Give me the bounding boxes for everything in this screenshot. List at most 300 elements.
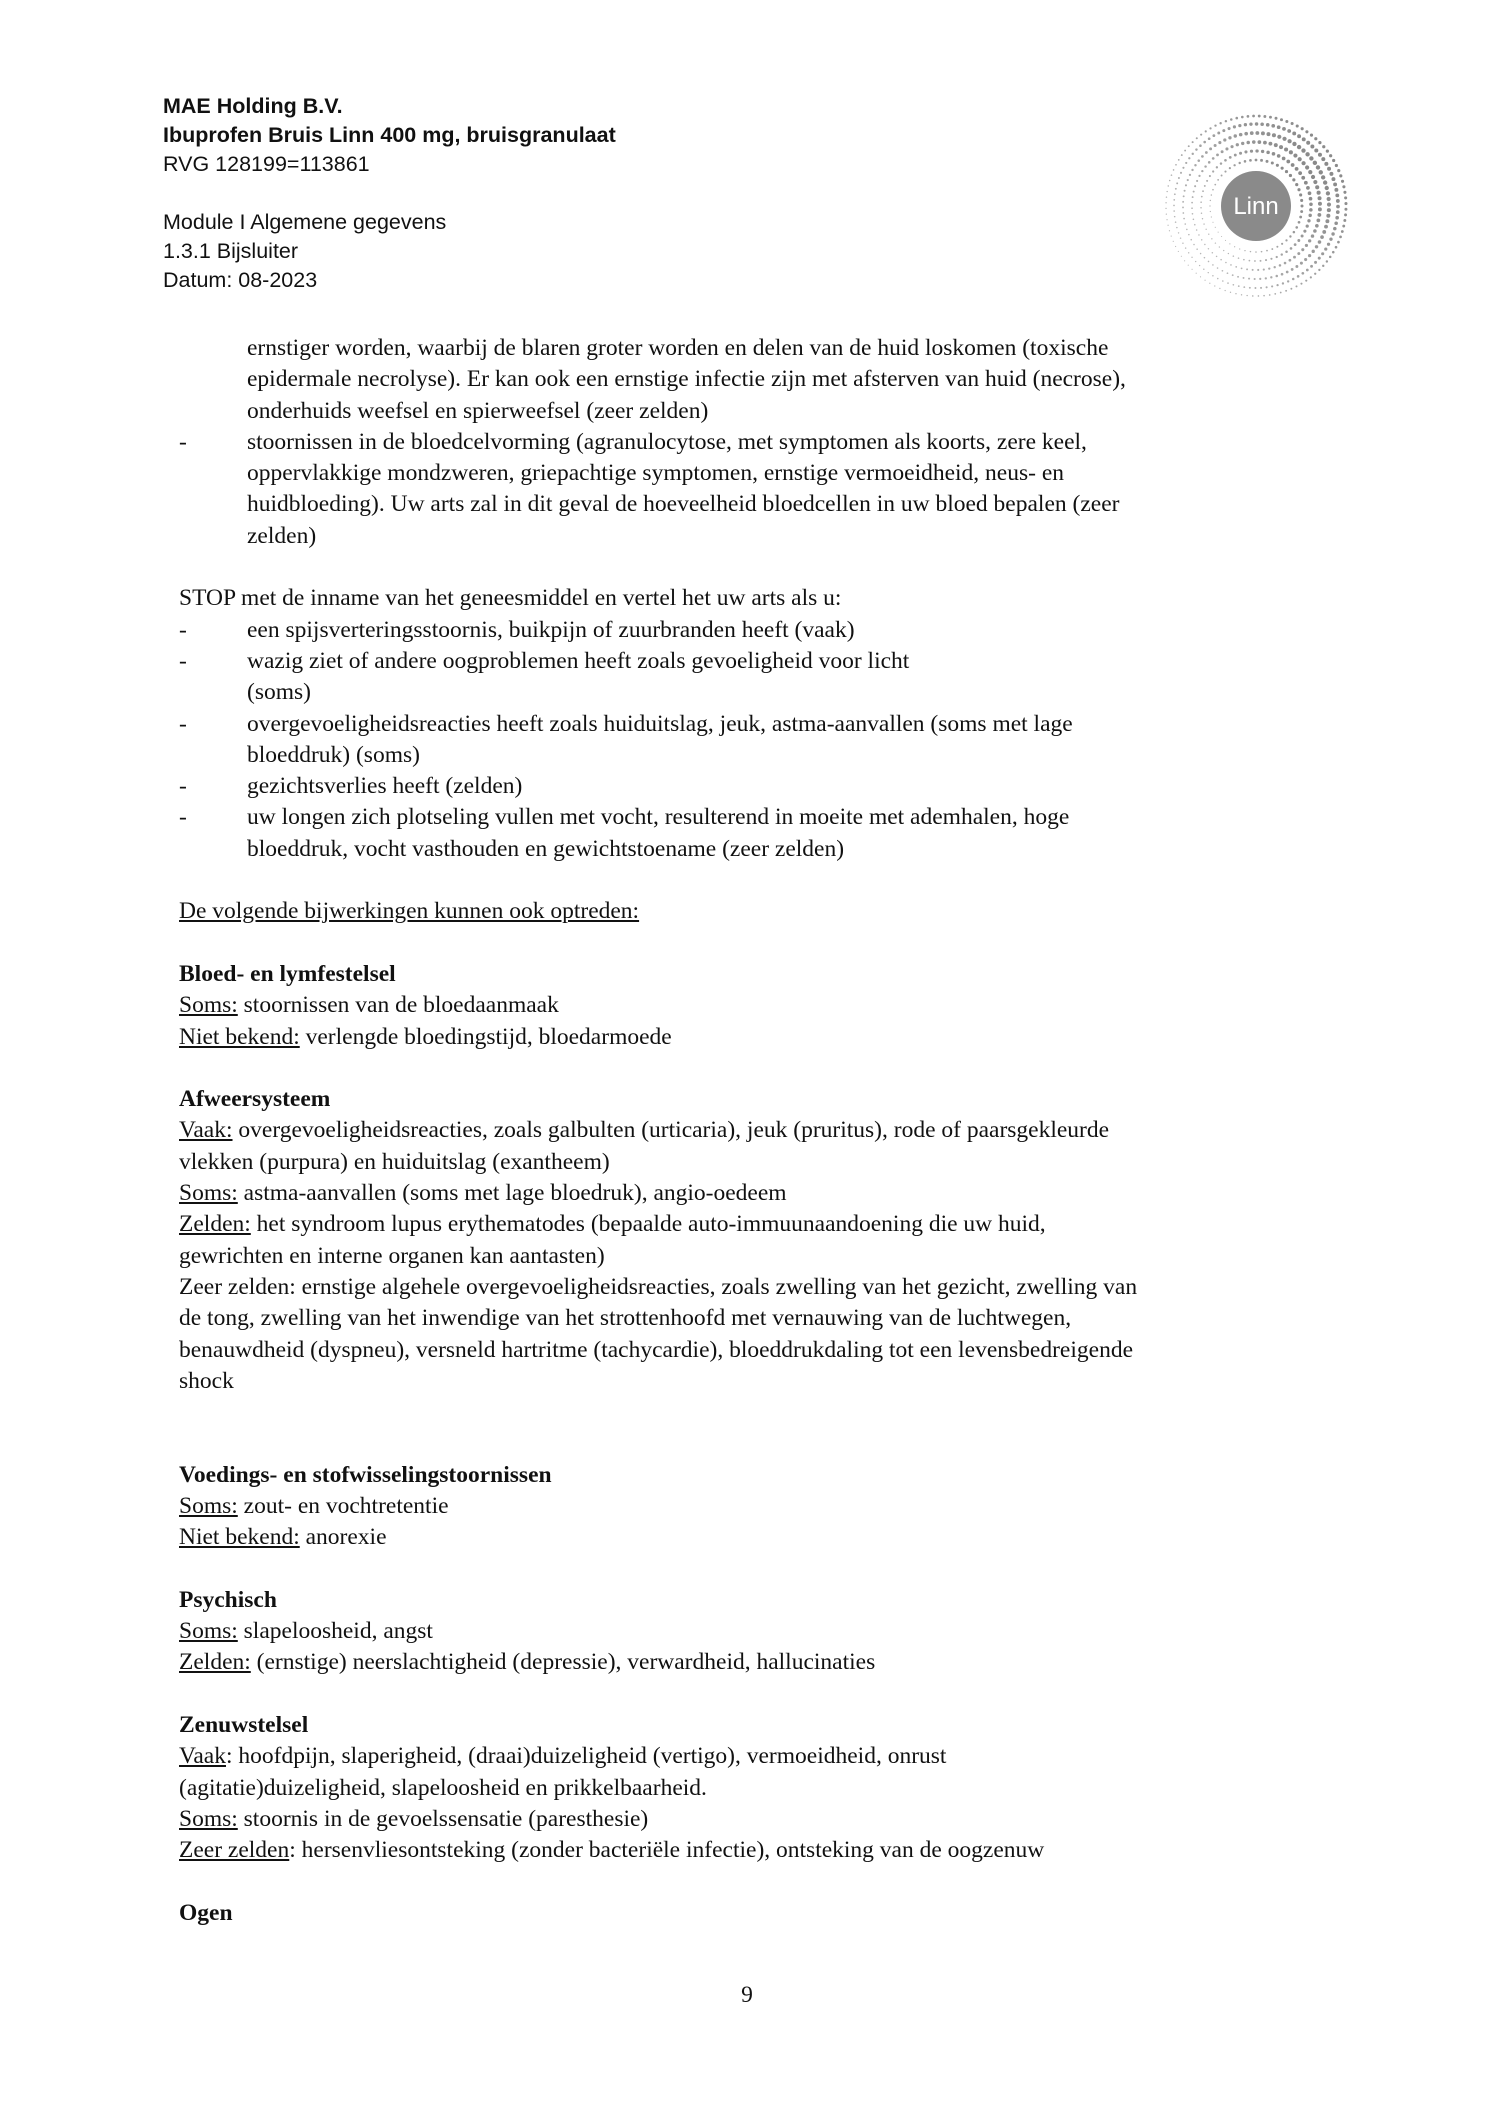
logo-dot <box>1321 157 1325 161</box>
logo-dot <box>1293 256 1296 259</box>
logo-dot <box>1266 286 1268 288</box>
logo-dot <box>1205 151 1208 154</box>
logo-dot <box>1304 181 1308 185</box>
logo-dot <box>1222 280 1224 282</box>
logo-dot <box>1246 268 1248 270</box>
logo-dot <box>1341 230 1344 233</box>
logo-dot <box>1309 156 1313 160</box>
logo-dot <box>1295 226 1298 229</box>
logo-dot <box>1195 261 1196 262</box>
logo-dot <box>1313 161 1317 165</box>
logo-dot <box>1212 189 1214 191</box>
logo-dot <box>1324 225 1328 229</box>
frequency-text: overgevoeligheidsreacties, zoals galbulten (urticaria), jeuk (pruritus), rode of paarsgekleurde <box>232 1117 1110 1144</box>
logo-dot <box>1326 260 1328 262</box>
logo-dot <box>1313 180 1317 184</box>
logo-dot <box>1175 188 1177 190</box>
logo-dot <box>1192 153 1194 155</box>
logo-dot <box>1301 272 1304 275</box>
logo-dot <box>1210 211 1211 212</box>
logo-dot <box>1299 193 1302 196</box>
logo-dot <box>1173 199 1175 201</box>
logo-dot <box>1335 193 1339 197</box>
logo-dot <box>1237 276 1239 278</box>
logo-dot <box>1182 201 1184 203</box>
frequency-label: Zeer zelden <box>179 1837 290 1864</box>
logo-dot <box>1296 124 1299 127</box>
logo-dot <box>1284 262 1287 265</box>
logo-dot <box>1233 255 1235 256</box>
list-item <box>179 615 1359 646</box>
logo-dot <box>1269 294 1271 296</box>
text-line: (soms) <box>247 679 311 706</box>
logo-dot <box>1252 140 1256 144</box>
logo-dot <box>1191 169 1193 171</box>
logo-dot <box>1216 153 1219 156</box>
logo-dot <box>1243 277 1245 279</box>
logo-text: Linn <box>1233 193 1279 220</box>
logo-dot <box>1233 164 1235 166</box>
logo-dot <box>1243 259 1245 261</box>
logo-dot <box>1238 162 1240 164</box>
logo-dot <box>1277 135 1281 139</box>
text-line: gewrichten en interne organen kan aantasten) <box>179 1242 605 1269</box>
logo-dot <box>1248 278 1250 280</box>
logo-dot <box>1291 268 1294 271</box>
following-effects-heading: De volgende bijwerkingen kunnen ook optreden: <box>179 898 640 925</box>
logo-dot <box>1344 208 1347 211</box>
logo-dot <box>1301 248 1304 251</box>
logo-dot <box>1205 130 1207 132</box>
logo-dot <box>1274 293 1276 295</box>
logo-dot <box>1308 239 1311 242</box>
logo-dot <box>1178 177 1180 179</box>
logo-dot <box>1184 260 1185 261</box>
logo-dot <box>1227 282 1229 284</box>
section-heading: Bloed- en lymfestelsel <box>179 960 396 987</box>
logo-dot <box>1274 266 1276 268</box>
logo-dot <box>1298 171 1302 175</box>
logo-dot <box>1327 197 1331 201</box>
text-line: huidbloeding). Uw arts zal in dit geval de hoeveelheid bloedcellen in uw bloed bepalen (zeer <box>247 491 1120 518</box>
logo-dot <box>1297 275 1300 278</box>
frequency-line <box>179 1835 1359 1866</box>
logo-dot <box>1173 241 1174 242</box>
logo-dot <box>1249 260 1251 262</box>
logo-dot <box>1324 247 1327 250</box>
logo-dot <box>1280 118 1283 121</box>
text-line: benauwdheid (dyspneu), versneld hartritme (tachycardie), bloeddrukdaling tot een levensbedreigende <box>179 1336 1133 1363</box>
leaflet-body <box>179 333 1359 1929</box>
logo-dot <box>1216 256 1218 258</box>
logo-dot <box>1166 219 1167 220</box>
logo-dot <box>1167 225 1168 226</box>
logo-dot <box>1218 232 1219 233</box>
logo-dot <box>1227 272 1229 274</box>
logo-dot <box>1260 122 1264 126</box>
logo-dot <box>1235 117 1238 120</box>
logo-dot <box>1193 191 1195 193</box>
logo-dot <box>1297 134 1301 138</box>
frequency-text: stoornissen van de bloedaanmaak <box>237 992 559 1019</box>
logo-dot <box>1254 287 1256 289</box>
list-dash: - <box>179 804 187 831</box>
logo-dot <box>1326 214 1330 218</box>
logo-dot <box>1301 205 1304 208</box>
logo-dot <box>1165 202 1166 203</box>
logo-dot <box>1327 208 1331 212</box>
logo-dot <box>1314 148 1318 152</box>
logo-dot <box>1337 169 1340 172</box>
logo-dot <box>1341 180 1344 183</box>
logo-dot <box>1204 185 1206 187</box>
logo-dot <box>1298 221 1301 224</box>
frequency-label: Soms: <box>179 1805 238 1832</box>
logo-dot <box>1287 139 1291 143</box>
logo-dot <box>1282 137 1286 141</box>
continued-item <box>179 333 1359 427</box>
list-dash: - <box>179 773 187 800</box>
logo-dot <box>1166 191 1167 192</box>
logo-dot <box>1212 157 1215 160</box>
company-name: MAE Holding B.V. <box>163 94 343 118</box>
logo-dot <box>1268 267 1270 269</box>
logo-dot <box>1241 142 1244 145</box>
logo-dot <box>1222 270 1224 272</box>
logo-dot <box>1301 127 1304 130</box>
frequency-text: stoornis in de gevoelssensatie (paresthesie) <box>237 1805 649 1832</box>
logo-dot <box>1324 162 1328 166</box>
logo-dot <box>1326 150 1329 153</box>
logo-dot <box>1263 141 1267 145</box>
logo-dot <box>1258 115 1261 118</box>
logo-dot <box>1178 232 1179 233</box>
list-item <box>179 771 1359 802</box>
logo-dot <box>1281 243 1283 245</box>
logo-dot <box>1254 278 1256 280</box>
logo-dot <box>1305 152 1309 156</box>
logo-dot <box>1185 184 1187 186</box>
logo-dot <box>1275 117 1278 120</box>
logo-dot <box>1166 213 1167 214</box>
logo-dot <box>1308 191 1312 195</box>
logo-dot <box>1342 225 1345 228</box>
logo-dot <box>1270 276 1272 278</box>
logo-dot <box>1184 190 1186 192</box>
logo-dot <box>1297 188 1300 191</box>
logo-dot <box>1243 286 1245 288</box>
logo-dot <box>1169 180 1171 182</box>
logo-dot <box>1322 145 1325 148</box>
logo-dot <box>1290 288 1292 290</box>
logo-dot <box>1212 170 1214 172</box>
logo-dot <box>1169 230 1170 231</box>
logo-dot <box>1191 207 1193 209</box>
logo-dot <box>1339 235 1342 238</box>
logo-dot <box>1212 275 1214 277</box>
logo-dot <box>1339 174 1342 177</box>
frequency-text: : hersenvliesontsteking (zonder bacteriële infectie), ontsteking van de oogzenuw <box>289 1837 1045 1864</box>
logo-dot <box>1306 141 1310 145</box>
logo-dot <box>1316 165 1320 169</box>
logo-dot <box>1209 283 1210 284</box>
logo-dot <box>1327 243 1330 246</box>
logo-dot <box>1301 234 1304 237</box>
logo-dot <box>1287 129 1291 133</box>
logo-dot <box>1246 141 1250 145</box>
logo-dot <box>1188 252 1189 253</box>
logo-dot <box>1230 118 1233 121</box>
logo-dot <box>1229 167 1231 169</box>
frequency-text: astma-aanvallen (soms met lage bloedruk), angio-oedeem <box>237 1180 787 1207</box>
text-line: shock <box>179 1367 234 1394</box>
text-line: stoornissen in de bloedcelvorming (agranulocytose, met symptomen als koorts, zere keel, <box>247 428 1087 455</box>
frequency-line <box>179 1647 1359 1678</box>
logo-dot <box>1200 134 1202 136</box>
logo-dot <box>1187 179 1189 181</box>
logo-dot <box>1318 141 1321 144</box>
text-line: onderhuids weefsel en spierweefsel (zeer zelden) <box>247 397 709 424</box>
logo-dot <box>1261 131 1265 135</box>
logo-dot <box>1260 287 1262 289</box>
logo-dot <box>1312 250 1315 253</box>
text-line: oppervlakkige mondzweren, griepachtige symptomen, ernstige vermoeidheid, neus- en <box>247 460 1065 487</box>
logo-dot <box>1318 269 1320 271</box>
frequency-line <box>179 1209 1359 1240</box>
logo-dot <box>1214 124 1216 126</box>
logo-dot <box>1229 156 1232 159</box>
frequency-text: : hoofdpijn, slaperigheid, (draai)duizeligheid (vertigo), vermoeidheid, onrust <box>225 1743 947 1770</box>
logo-dot <box>1259 278 1261 280</box>
logo-dot <box>1332 159 1335 162</box>
logo-dot <box>1202 190 1204 192</box>
logo-dot <box>1223 138 1226 141</box>
logo-dot <box>1281 167 1284 170</box>
logo-dot <box>1282 157 1286 161</box>
logo-dot <box>1241 116 1244 119</box>
text-line: de tong, zwelling van het inwendige van het strottenhoofd met vernauwing van de luchtwegen, <box>179 1305 1072 1332</box>
list-item <box>179 646 1359 709</box>
logo-dot <box>1234 134 1237 137</box>
logo-dot <box>1215 227 1216 228</box>
logo-dot <box>1193 218 1195 220</box>
logo-dot <box>1318 207 1322 211</box>
logo-dot <box>1200 201 1202 203</box>
logo-dot <box>1250 251 1251 252</box>
list-dash: - <box>179 616 187 643</box>
logo-dot <box>1192 213 1194 215</box>
logo-dot <box>1208 137 1211 140</box>
logo-dot <box>1265 277 1267 279</box>
stop-intro: STOP met de inname van het geneesmiddel en vertel het uw arts als u: <box>179 585 842 612</box>
logo-dot <box>1310 144 1314 148</box>
logo-dot <box>1233 125 1236 128</box>
text-line: gezichtsverlies heeft (zelden) <box>247 773 523 800</box>
logo-dot <box>1333 227 1337 231</box>
text-line: vlekken (purpura) en huiduitslag (exantheem) <box>179 1148 610 1175</box>
logo-dot <box>1171 236 1172 237</box>
logo-dot <box>1323 180 1327 184</box>
logo-dot <box>1315 245 1318 248</box>
logo-dot <box>1286 271 1289 274</box>
logo-dot <box>1276 164 1279 167</box>
logo-dot <box>1314 273 1316 275</box>
logo-dot <box>1252 115 1255 118</box>
logo-dot <box>1174 216 1176 218</box>
logo-dot <box>1282 127 1286 131</box>
frequency-line <box>179 1616 1359 1647</box>
logo-dot <box>1225 120 1227 122</box>
logo-dot <box>1215 242 1216 243</box>
logo-dot <box>1276 246 1278 248</box>
logo-dot <box>1244 132 1248 136</box>
frequency-line <box>179 1804 1359 1835</box>
logo-dot <box>1178 251 1179 252</box>
page-number: 9 <box>741 1982 753 2008</box>
logo-dot <box>1212 264 1214 266</box>
rvg-number: RVG 128199=113861 <box>163 152 370 176</box>
frequency-label: Vaak <box>179 1743 226 1770</box>
logo-dot <box>1230 264 1232 266</box>
logo-dot <box>1313 229 1317 233</box>
logo-dot <box>1239 133 1243 137</box>
logo-dot <box>1184 150 1186 152</box>
logo-dot <box>1318 257 1321 260</box>
logo-dot <box>1203 223 1204 224</box>
logo-dot <box>1301 176 1305 180</box>
logo-dot <box>1192 196 1194 198</box>
logo-dot <box>1322 230 1326 234</box>
logo-dot <box>1295 265 1298 268</box>
logo-dot <box>1297 145 1301 149</box>
frequency-text: (ernstige) neerslachtigheid (depressie), verwardheid, hallucinaties <box>250 1649 876 1676</box>
logo-dot <box>1188 157 1190 159</box>
logo-dot <box>1192 269 1193 270</box>
logo-dot <box>1291 122 1294 125</box>
logo-dot <box>1216 166 1218 168</box>
logo-dot <box>1180 237 1181 238</box>
text-line: (agitatie)duizeligheid, slapeloosheid en prikkelbaarheid. <box>179 1774 707 1801</box>
logo-dot <box>1329 238 1332 241</box>
logo-dot <box>1208 248 1209 249</box>
logo-dot <box>1300 262 1303 265</box>
frequency-line <box>179 1022 1359 1053</box>
logo-dot <box>1208 161 1211 164</box>
logo-dot <box>1176 227 1177 228</box>
logo-dot <box>1249 287 1251 289</box>
logo-dot <box>1252 269 1254 271</box>
logo-dot <box>1250 131 1254 135</box>
logo-dot <box>1185 162 1187 164</box>
logo-dot <box>1282 282 1284 284</box>
logo-dot <box>1292 178 1295 181</box>
logo-dot <box>1208 234 1209 235</box>
logo-dot <box>1244 250 1245 251</box>
logo-dot <box>1300 283 1302 285</box>
logo-dot <box>1269 116 1272 119</box>
list-item <box>179 427 1359 552</box>
logo-dot <box>1266 123 1270 127</box>
logo-dot <box>1275 275 1278 278</box>
logo-dot <box>1272 152 1276 156</box>
logo-dot <box>1257 269 1259 271</box>
logo-dot <box>1168 185 1169 186</box>
logo-dot <box>1311 175 1315 179</box>
logo-dot <box>1224 290 1225 291</box>
logo-dot <box>1290 247 1293 250</box>
logo-dot <box>1266 250 1268 252</box>
logo-dot <box>1225 147 1228 150</box>
logo-dot <box>1218 141 1221 144</box>
logo-dot <box>1221 175 1223 177</box>
logo-dot <box>1196 137 1198 139</box>
logo-dot <box>1209 175 1211 177</box>
logo-dot <box>1211 216 1212 217</box>
logo-dot <box>1188 234 1190 236</box>
logo-dot <box>1336 199 1340 203</box>
logo-dot <box>1175 221 1177 223</box>
logo-dot <box>1244 150 1247 153</box>
logo-dot <box>1327 202 1331 206</box>
logo-dot <box>1224 159 1227 162</box>
logo-dot <box>1308 214 1311 217</box>
logo-dot <box>1212 134 1215 137</box>
logo-dot <box>1219 122 1221 124</box>
logo-dot <box>1315 185 1319 189</box>
frequency-text: het syndroom lupus erythematodes (bepaalde auto-immuunaandoening die uw huid, <box>250 1211 1046 1238</box>
logo-dot <box>1293 231 1296 234</box>
logo-dot <box>1306 186 1310 190</box>
logo-dot <box>1174 193 1176 195</box>
logo-dot <box>1199 265 1200 266</box>
logo-dot <box>1311 234 1314 237</box>
logo-dot <box>1274 143 1278 147</box>
logo-dot <box>1344 202 1347 205</box>
logo-dot <box>1321 252 1324 255</box>
logo-dot <box>1265 259 1267 261</box>
logo-dot <box>1200 253 1202 255</box>
logo-dot <box>1263 295 1265 297</box>
logo-dot <box>1209 205 1210 206</box>
logo-dot <box>1336 210 1340 214</box>
logo-dot <box>1285 290 1287 292</box>
logo-dot <box>1233 284 1235 286</box>
logo-dot <box>1194 224 1196 226</box>
logo-dot <box>1217 267 1219 269</box>
document-date: Datum: 08-2023 <box>163 268 318 292</box>
text-line: overgevoeligheidsreacties heeft zoals huiduitslag, jeuk, astma-aanvallen (soms met lage <box>247 710 1073 737</box>
logo-dot <box>1302 137 1306 141</box>
logo-dot <box>1214 285 1215 286</box>
logo-dot <box>1202 218 1203 219</box>
logo-dot <box>1239 248 1240 249</box>
document-header <box>163 92 616 295</box>
text-line: ernstiger worden, waarbij de blaren groter worden en delen van de huid loskomen (toxische <box>247 335 1109 361</box>
logo-dot <box>1258 295 1260 297</box>
logo-dot <box>1344 213 1347 216</box>
logo-dot <box>1239 152 1242 155</box>
linn-logo <box>1160 110 1352 302</box>
logo-dot <box>1190 239 1192 241</box>
logo-dot <box>1255 122 1258 125</box>
logo-dot <box>1294 243 1297 246</box>
text-line: een spijsverteringsstoornis, buikpijn of zuurbranden heeft (vaak) <box>247 616 855 643</box>
logo-dot <box>1281 253 1283 255</box>
logo-dot <box>1272 133 1276 137</box>
logo-dot <box>1280 292 1282 294</box>
logo-dot <box>1266 132 1270 136</box>
frequency-label: Soms: <box>179 1618 238 1645</box>
